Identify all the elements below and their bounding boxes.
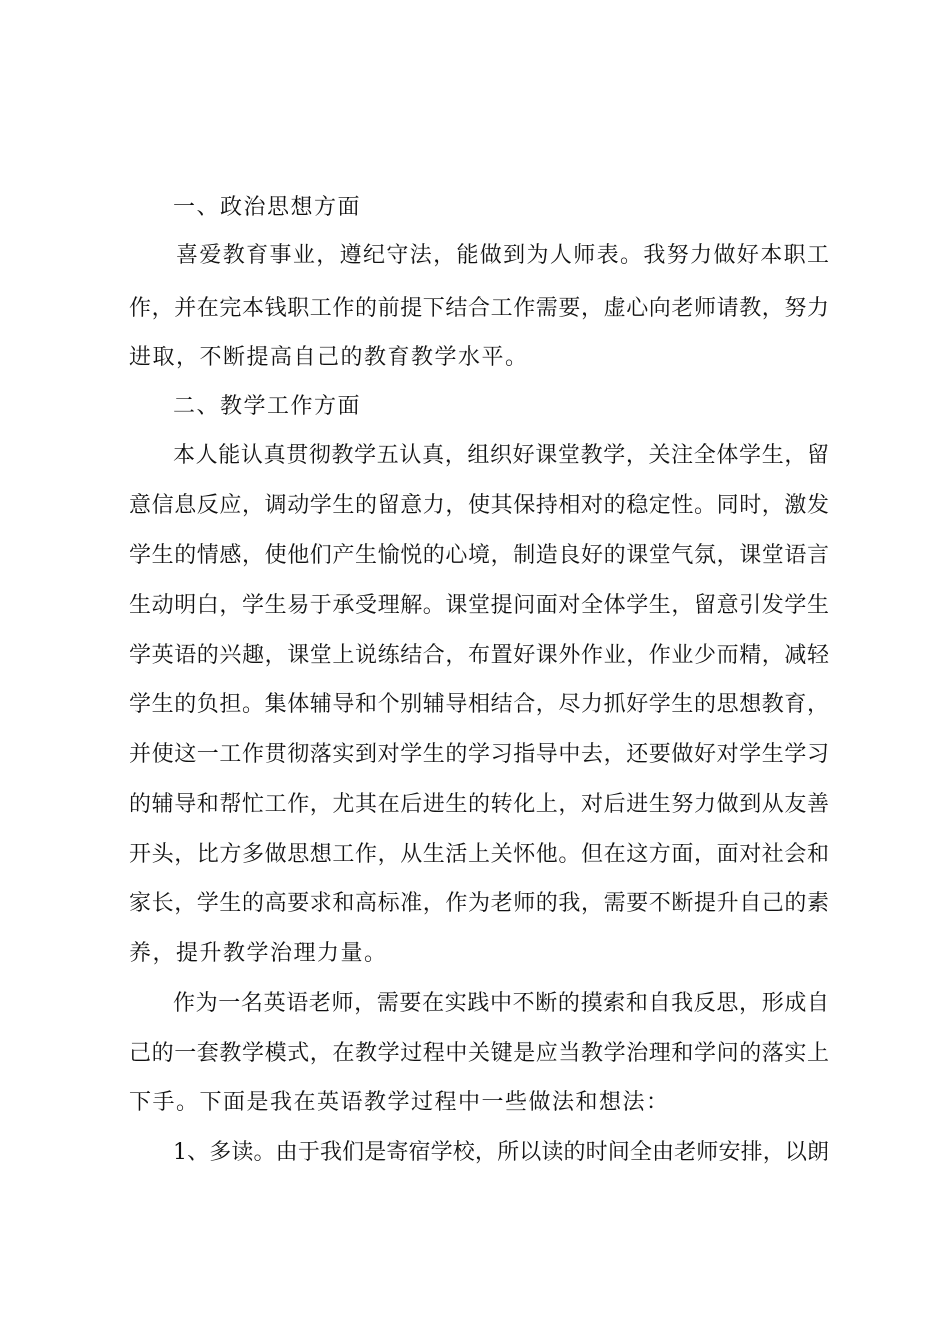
section-heading: 二、教学工作方面 — [173, 394, 362, 419]
paragraph-line: 学英语的兴趣，课堂上说练结合，布置好课外作业，作业少而精，减轻 — [129, 643, 829, 668]
paragraph-line: 作，并在完本钱职工作的前提下结合工作需要，虚心向老师请教，努力 — [129, 296, 829, 321]
list-item: 1、多读。由于我们是寄宿学校，所以读的时间全由老师安排，以朗 — [173, 1140, 829, 1165]
paragraph-line: 喜爱教育事业，遵纪守法，能做到为人师表。我努力做好本职工 — [176, 243, 829, 268]
paragraph-line: 下手。下面是我在英语教学过程中一些做法和想法： — [129, 1090, 670, 1115]
paragraph-line: 并使这一工作贯彻落实到对学生的学习指导中去，还要做好对学生学习 — [129, 742, 829, 767]
paragraph-line: 生动明白，学生易于承受理解。课堂提问面对全体学生，留意引发学生 — [129, 593, 829, 618]
paragraph-line: 养，提升教学治理力量。 — [129, 941, 388, 966]
paragraph-line: 学生的负担。集体辅导和个别辅导相结合，尽力抓好学生的思想教育， — [129, 692, 829, 717]
paragraph-line: 的辅导和帮忙工作，尤其在后进生的转化上，对后进生努力做到从友善 — [129, 792, 829, 817]
paragraph-line: 家长，学生的高要求和高标准，作为老师的我，需要不断提升自己的素 — [129, 891, 829, 916]
paragraph-line: 意信息反应，调动学生的留意力，使其保持相对的稳定性。同时，激发 — [129, 493, 829, 518]
section-heading: 一、政治思想方面 — [173, 195, 362, 220]
paragraph-line: 本人能认真贯彻教学五认真，组织好课堂教学，关注全体学生，留 — [173, 443, 829, 468]
paragraph-line: 进取，不断提高自己的教育教学水平。 — [129, 345, 529, 370]
paragraph-line: 己的一套教学模式，在教学过程中关键是应当教学治理和学问的落实上 — [129, 1041, 829, 1066]
paragraph-line: 开头，比方多做思想工作，从生活上关怀他。但在这方面，面对社会和 — [129, 842, 829, 867]
paragraph-line: 作为一名英语老师，需要在实践中不断的摸索和自我反思，形成自 — [173, 991, 829, 1016]
paragraph-line: 学生的情感，使他们产生愉悦的心境，制造良好的课堂气氛，课堂语言 — [129, 543, 829, 568]
